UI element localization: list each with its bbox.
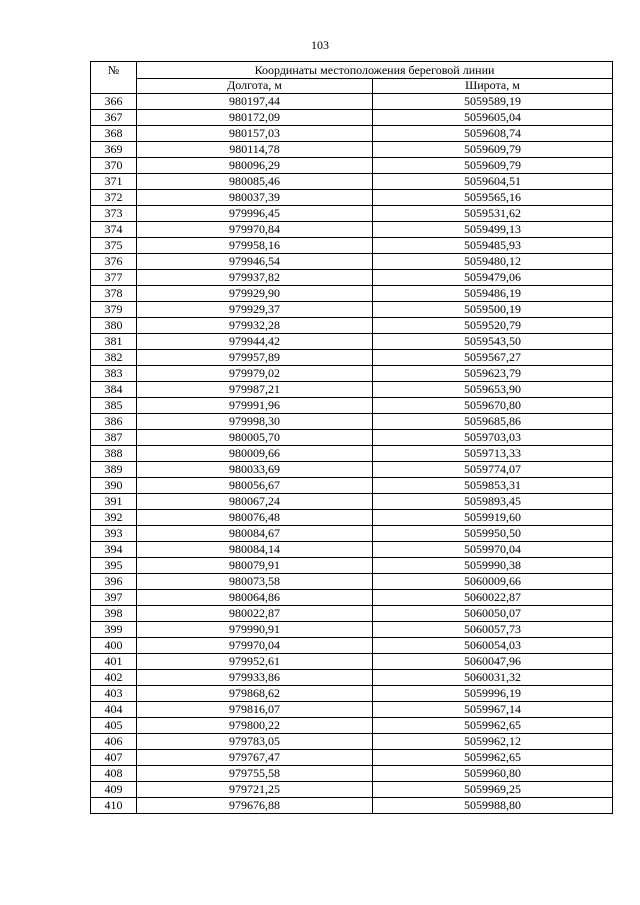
- longitude-cell: 979998,30: [137, 414, 373, 430]
- latitude-column-header: Широта, м: [373, 78, 613, 93]
- table-row: [91, 254, 613, 270]
- row-number-cell: 370: [91, 158, 137, 174]
- longitude-cell: 980114,78: [137, 142, 373, 158]
- table-row: [91, 350, 613, 366]
- longitude-cell: 979991,96: [137, 398, 373, 414]
- longitude-cell: 979946,54: [137, 254, 373, 270]
- latitude-cell: 5059543,50: [373, 334, 613, 350]
- longitude-cell: 979970,84: [137, 222, 373, 238]
- table-row: [91, 702, 613, 718]
- latitude-cell: 5059605,04: [373, 110, 613, 126]
- longitude-cell: 979800,22: [137, 718, 373, 734]
- table-row: [91, 542, 613, 558]
- latitude-cell: 5059969,25: [373, 782, 613, 798]
- table-row: [91, 110, 613, 126]
- table-row: [91, 430, 613, 446]
- latitude-cell: 5059479,06: [373, 270, 613, 286]
- longitude-cell: 980009,66: [137, 446, 373, 462]
- row-number-cell: 405: [91, 718, 137, 734]
- table-row: [91, 174, 613, 190]
- table-row: [91, 142, 613, 158]
- latitude-cell: 5059589,19: [373, 94, 613, 110]
- table-row: [91, 750, 613, 766]
- table-row: [91, 686, 613, 702]
- row-number-cell: 401: [91, 654, 137, 670]
- latitude-cell: 5059486,19: [373, 286, 613, 302]
- row-number-cell: 399: [91, 622, 137, 638]
- table-row: [91, 190, 613, 206]
- longitude-cell: 980033,69: [137, 462, 373, 478]
- longitude-cell: 980037,39: [137, 190, 373, 206]
- table-row: [91, 478, 613, 494]
- row-number-cell: 368: [91, 126, 137, 142]
- latitude-cell: 5060057,73: [373, 622, 613, 638]
- latitude-cell: 5059653,90: [373, 382, 613, 398]
- row-number-cell: 397: [91, 590, 137, 606]
- latitude-cell: 5059950,50: [373, 526, 613, 542]
- latitude-cell: 5060054,03: [373, 638, 613, 654]
- table-row: [91, 622, 613, 638]
- table-row: [91, 526, 613, 542]
- row-number-cell: 380: [91, 318, 137, 334]
- longitude-cell: 979957,89: [137, 350, 373, 366]
- row-number-cell: 394: [91, 542, 137, 558]
- latitude-cell: 5059967,14: [373, 702, 613, 718]
- latitude-cell: 5059970,04: [373, 542, 613, 558]
- longitude-cell: 979932,28: [137, 318, 373, 334]
- latitude-cell: 5059520,79: [373, 318, 613, 334]
- row-number-cell: 392: [91, 510, 137, 526]
- latitude-cell: 5059567,27: [373, 350, 613, 366]
- latitude-cell: 5059990,38: [373, 558, 613, 574]
- row-number-cell: 373: [91, 206, 137, 222]
- latitude-cell: 5059485,93: [373, 238, 613, 254]
- row-number-cell: 372: [91, 190, 137, 206]
- table-row: [91, 670, 613, 686]
- latitude-cell: 5060047,96: [373, 654, 613, 670]
- row-number-cell: 403: [91, 686, 137, 702]
- latitude-cell: 5059608,74: [373, 126, 613, 142]
- longitude-cell: 979767,47: [137, 750, 373, 766]
- longitude-cell: 979958,16: [137, 238, 373, 254]
- longitude-cell: 979868,62: [137, 686, 373, 702]
- row-number-cell: 400: [91, 638, 137, 654]
- row-number-cell: 376: [91, 254, 137, 270]
- row-number-cell: 382: [91, 350, 137, 366]
- table-body: [91, 94, 613, 814]
- table-row: [91, 302, 613, 318]
- table-row: [91, 798, 613, 814]
- longitude-cell: 980056,67: [137, 478, 373, 494]
- table-row: [91, 654, 613, 670]
- table-row: [91, 286, 613, 302]
- row-number-cell: 393: [91, 526, 137, 542]
- table-row: [91, 334, 613, 350]
- latitude-cell: 5059703,03: [373, 430, 613, 446]
- table-row: [91, 446, 613, 462]
- table-header: [91, 62, 613, 94]
- table-row: [91, 494, 613, 510]
- longitude-cell: 980172,09: [137, 110, 373, 126]
- table-row: [91, 718, 613, 734]
- table-row: [91, 158, 613, 174]
- longitude-cell: 979970,04: [137, 638, 373, 654]
- row-number-cell: 377: [91, 270, 137, 286]
- row-number-cell: 402: [91, 670, 137, 686]
- table-row: [91, 398, 613, 414]
- latitude-cell: 5059962,65: [373, 750, 613, 766]
- longitude-cell: 980084,67: [137, 526, 373, 542]
- longitude-cell: 979929,90: [137, 286, 373, 302]
- row-number-cell: 410: [91, 798, 137, 814]
- longitude-cell: 980084,14: [137, 542, 373, 558]
- longitude-cell: 980073,58: [137, 574, 373, 590]
- row-number-cell: 396: [91, 574, 137, 590]
- latitude-cell: 5059960,80: [373, 766, 613, 782]
- row-number-cell: 398: [91, 606, 137, 622]
- table-row: [91, 94, 613, 110]
- table-row: [91, 606, 613, 622]
- latitude-cell: 5059623,79: [373, 366, 613, 382]
- row-number-cell: 383: [91, 366, 137, 382]
- row-number-cell: 379: [91, 302, 137, 318]
- table-row: [91, 222, 613, 238]
- longitude-cell: 979937,82: [137, 270, 373, 286]
- longitude-cell: 979987,21: [137, 382, 373, 398]
- latitude-cell: 5060022,87: [373, 590, 613, 606]
- latitude-cell: 5059531,62: [373, 206, 613, 222]
- table-row: [91, 382, 613, 398]
- row-number-cell: 395: [91, 558, 137, 574]
- row-number-cell: 366: [91, 94, 137, 110]
- latitude-cell: 5059609,79: [373, 158, 613, 174]
- table-row: [91, 734, 613, 750]
- longitude-cell: 979996,45: [137, 206, 373, 222]
- longitude-cell: 979676,88: [137, 798, 373, 814]
- row-number-cell: 387: [91, 430, 137, 446]
- latitude-cell: 5060031,32: [373, 670, 613, 686]
- longitude-cell: 979990,91: [137, 622, 373, 638]
- latitude-cell: 5059609,79: [373, 142, 613, 158]
- row-number-cell: 367: [91, 110, 137, 126]
- table-row: [91, 782, 613, 798]
- row-number-cell: 409: [91, 782, 137, 798]
- longitude-cell: 979783,05: [137, 734, 373, 750]
- table-row: [91, 318, 613, 334]
- longitude-cell: 979929,37: [137, 302, 373, 318]
- row-number-cell: 407: [91, 750, 137, 766]
- longitude-cell: 980067,24: [137, 494, 373, 510]
- row-number-cell: 374: [91, 222, 137, 238]
- row-number-cell: 390: [91, 478, 137, 494]
- longitude-cell: 980064,86: [137, 590, 373, 606]
- latitude-cell: 5059893,45: [373, 494, 613, 510]
- longitude-cell: 980022,87: [137, 606, 373, 622]
- coordinates-table: [90, 61, 613, 814]
- table-row: [91, 766, 613, 782]
- row-number-cell: 386: [91, 414, 137, 430]
- table-row: [91, 270, 613, 286]
- table-row: [91, 510, 613, 526]
- table-row: [91, 638, 613, 654]
- longitude-cell: 979721,25: [137, 782, 373, 798]
- longitude-cell: 980157,03: [137, 126, 373, 142]
- row-number-cell: 389: [91, 462, 137, 478]
- page-number: 103: [311, 38, 329, 52]
- row-number-cell: 385: [91, 398, 137, 414]
- longitude-cell: 980096,29: [137, 158, 373, 174]
- latitude-cell: 5059604,51: [373, 174, 613, 190]
- longitude-cell: 980005,70: [137, 430, 373, 446]
- table-row: [91, 590, 613, 606]
- latitude-cell: 5060009,66: [373, 574, 613, 590]
- table-row: [91, 574, 613, 590]
- longitude-cell: 979816,07: [137, 702, 373, 718]
- latitude-cell: 5059919,60: [373, 510, 613, 526]
- latitude-cell: 5059774,07: [373, 462, 613, 478]
- latitude-cell: 5059713,33: [373, 446, 613, 462]
- table-row: [91, 126, 613, 142]
- latitude-cell: 5059962,12: [373, 734, 613, 750]
- latitude-cell: 5059685,86: [373, 414, 613, 430]
- row-number-cell: 388: [91, 446, 137, 462]
- table-row: [91, 238, 613, 254]
- longitude-cell: 980079,91: [137, 558, 373, 574]
- longitude-cell: 979755,58: [137, 766, 373, 782]
- latitude-cell: 5059670,80: [373, 398, 613, 414]
- row-number-cell: 404: [91, 702, 137, 718]
- latitude-cell: 5059962,65: [373, 718, 613, 734]
- row-number-cell: 384: [91, 382, 137, 398]
- longitude-cell: 980085,46: [137, 174, 373, 190]
- table-row: [91, 414, 613, 430]
- row-number-cell: 408: [91, 766, 137, 782]
- row-number-cell: 391: [91, 494, 137, 510]
- row-number-cell: 371: [91, 174, 137, 190]
- latitude-cell: 5059480,12: [373, 254, 613, 270]
- row-number-cell: 378: [91, 286, 137, 302]
- row-number-cell: 381: [91, 334, 137, 350]
- longitude-cell: 979952,61: [137, 654, 373, 670]
- longitude-cell: 979933,86: [137, 670, 373, 686]
- longitude-cell: 980197,44: [137, 94, 373, 110]
- table-row: [91, 462, 613, 478]
- latitude-cell: 5059996,19: [373, 686, 613, 702]
- row-number-cell: 375: [91, 238, 137, 254]
- latitude-cell: 5059500,19: [373, 302, 613, 318]
- row-number-cell: 369: [91, 142, 137, 158]
- longitude-cell: 979944,42: [137, 334, 373, 350]
- table-row: [91, 558, 613, 574]
- row-number-cell: 406: [91, 734, 137, 750]
- latitude-cell: 5059853,31: [373, 478, 613, 494]
- longitude-column-header: Долгота, м: [137, 78, 373, 93]
- latitude-cell: 5060050,07: [373, 606, 613, 622]
- latitude-cell: 5059565,16: [373, 190, 613, 206]
- longitude-cell: 979979,02: [137, 366, 373, 382]
- table-row: [91, 366, 613, 382]
- coordinates-group-header: Координаты местоположения береговой линии: [137, 62, 613, 79]
- table-row: [91, 206, 613, 222]
- number-column-header: №: [91, 62, 137, 94]
- longitude-cell: 980076,48: [137, 510, 373, 526]
- latitude-cell: 5059988,80: [373, 798, 613, 814]
- latitude-cell: 5059499,13: [373, 222, 613, 238]
